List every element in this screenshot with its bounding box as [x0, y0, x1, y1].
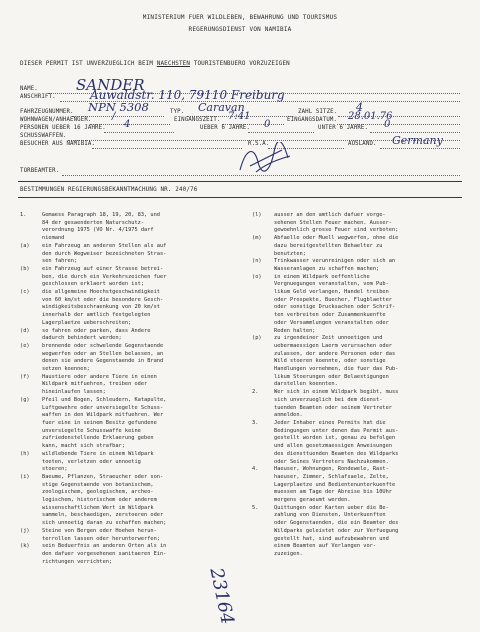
under-6-line — [370, 132, 460, 133]
rule-item — [20, 451, 230, 474]
notice-line — [20, 61, 290, 67]
rule-text: ein Fahrzeug an anderen Stellen als auf den durch Wegweiser bezeichneten Stras- sen fahren; — [42, 242, 167, 265]
rule-text: Trinkwasser verunreinigen oder sich an Wasseranlagen zu schaffen machen; — [274, 258, 396, 272]
notice-before: DIESER PERMIT IST UNVERZUEGLICH BEIM — [20, 61, 157, 67]
rule-item — [252, 212, 464, 235]
address-value: Auwaldstr. 110, 79110 Freiburg — [90, 88, 285, 102]
entry-time-label: EINGANGSZEIT. — [174, 117, 221, 123]
section-rule — [18, 197, 462, 198]
trailer-value: / — [112, 111, 116, 122]
rule-marker: 3. — [252, 419, 259, 426]
rule-item — [20, 374, 230, 397]
rule-item — [20, 289, 230, 328]
rule-text: Abfaelle oder Muell wegwerfen, ohne die dazu bereitgestellten Behaelter zu benutzten; — [274, 235, 399, 257]
type-label: TYP. — [170, 109, 185, 115]
rule-text: ein Fahrzeug auf einer Strasse betrei- ben, die durch ein Verkehrszeichen fuer geschlossen erklaert worden ist; — [42, 265, 167, 288]
gate-officer-line — [62, 175, 460, 176]
rule-item — [252, 505, 464, 559]
rule-marker: (n) — [252, 258, 262, 265]
rule-marker: 4. — [252, 466, 259, 473]
abroad-line — [380, 148, 460, 149]
rule-text: Wer sich in einem Wildpark begibt, muss sich unverzueglich bei dem dienst- tuenden Beamten oder seinem Vertreter anmelden. — [274, 389, 399, 419]
name-value: SANDER — [76, 76, 145, 94]
rule-marker: (i) — [20, 473, 30, 480]
rule-marker: (c) — [20, 289, 30, 296]
rule-text: brennende oder schwelende Gegenstaende wegwerfen oder an Stellen belassen, an denen sie andere Gegenstaende in Brand setzen koennen; — [42, 342, 164, 373]
rule-item — [252, 466, 464, 505]
rule-text: wildlebende Tiere in einem Wildpark toeten, verletzen oder unnoetig stoeren; — [42, 450, 154, 473]
under-6-value: 0 — [384, 119, 391, 130]
rule-item — [20, 474, 230, 528]
rule-item — [252, 420, 464, 466]
name-label: NAME. — [20, 86, 38, 92]
rule-marker: (a) — [20, 242, 30, 249]
rule-text: Steine von Bergen oder Hoehen herun- terrollen lassen oder herunterwerfen; — [42, 527, 160, 542]
address-label: ANSCHRIFT. — [20, 94, 56, 100]
persons-over-16-value: 4 — [124, 119, 131, 130]
rule-text: Jeder Inhaber eines Permits hat die Bedingungen unter denen das Permit aus- gestellt worden ist, genau zu befolgen und allen gesetzmaessigen Anweisungen des diensttuenden Beamten des Wildparks oder Seines Vertreters Nachzukommen. — [274, 419, 399, 465]
gate-officer-label: TORBEAMTER. — [20, 168, 60, 174]
rule-item — [20, 266, 230, 289]
entry-date-value: 28.01.76 — [348, 111, 393, 122]
rule-marker: (g) — [20, 396, 30, 403]
rule-marker: 1. — [20, 212, 27, 218]
under-6-label: UNTER 6 JAHRE. — [318, 125, 369, 131]
rule-text: Baeume, Pflanzen, Straeucher oder son- stige Gegenstaende von botanischem, zoologischem, geologischem, archeo- logischem, historischem oder anderem wissenschaftlichem Wert im Wildpark sammeln, beschaedigen, zerstoeren oder sich unnoetig daran zu schaffen machen; — [42, 473, 167, 527]
rsa-label: R.S.A. — [248, 141, 270, 147]
rule-text: Quittungen oder Karten ueber die Be- zahlung von Diensten, Unterkuenften oder Gegenstaenden, die ein Beamter des Wildparks geleistet oder zur Verfuegung gestellt hat, sind aufzubewahren und einem Beamten auf Verlangen vor- zuzeigen. — [274, 504, 399, 557]
rule-text: Haustiere oder andere Tiere in einen Wildpark mitfuehren, treiben oder hineinlaufen lassen; — [42, 373, 157, 396]
section-title: BESTIMMUNGEN REGIERUNGSBEKANNTMACHUNG NR. 240/76 — [20, 187, 198, 193]
rule-marker: (e) — [20, 342, 30, 349]
rule-text: in einem Wildpark oeffentliche Vergnuegungen veranstalten, vom Pub- likum Geld verlangen, Handel treiben oder Prospekte, Buecher, Flugblaetter oder sonstige Drucksachen oder Schrif- ten verbreiten oder Zusammenkuenfte oder Versammlungen veranstalten oder Reden halten; — [274, 273, 396, 334]
rule-item — [252, 335, 464, 389]
notice-after: TOURISTENBUERO VORZUZEIGEN — [190, 61, 290, 67]
over-6-value: 0 — [264, 119, 271, 130]
rule-marker: (d) — [20, 327, 30, 334]
rule-marker: (m) — [252, 235, 262, 242]
rule-marker: (j) — [20, 527, 30, 534]
rule-text: sein Beduerfnis an anderen Orten als in den dafuer vorgesehenen sanitaeren Ein- richtungen verrichten; — [42, 543, 167, 565]
seats-value: 4 — [356, 101, 363, 114]
rule-text: Gemaess Paragraph 18, 19, 20, 83, und 84 der gesaenderten Naturschutz- verordnung 1975 (VO Nr. 4/1975 darf niemand — [42, 212, 160, 242]
over-6-label: UEBER 6 JAHRE. — [200, 125, 251, 131]
rule-item — [252, 389, 464, 420]
abroad-label: AUSLAND. — [348, 141, 377, 147]
rule-text: zu irgendeiner Zeit unnoetigen und uebermaessigen Laerm verursachen oder zulassen, der andere Personen oder das Wild stoeren koennte, oder sonstige Handlungen vornehmen, die fuer das Pub- likum Stoerungen oder Belaestigungen darstellen koennten. — [274, 335, 399, 388]
rule-text: ausser an den amtlich dafuer vorge- sehenen Stellen Feuer machen. Ausser- gewoehnlich grosse Feuer sind verboten; — [274, 212, 399, 234]
rule-item — [20, 212, 230, 243]
trailer-label: WOHNWAGEN/ANHAENGER. — [20, 117, 92, 123]
rule-item — [252, 235, 464, 258]
rule-text: Haeuser, Wohnungen, Rondewele, Rast- haeuser, Zimmer, Schlafsaele, Zelte, Lagerplaetze und Bedientenunterkuenfte muessen am Tage der Abreise bis 10Uhr morgens geraeumt werden. — [274, 466, 396, 504]
notice-underlined: NAECHSTEN — [156, 61, 191, 67]
handwritten-number: 23164 — [205, 566, 238, 627]
rule-item — [252, 258, 464, 273]
entry-date-label: EINGANGSDATUM. — [287, 117, 338, 123]
rule-item — [252, 274, 464, 336]
persons-over-16-line — [104, 132, 174, 133]
rule-item — [20, 343, 230, 374]
visitor-namibia-label: BESUCHER AUS NAMIBIA. — [20, 141, 96, 147]
visitor-namibia-line — [92, 148, 242, 149]
regulations-right-column — [252, 212, 464, 559]
top-rule — [18, 181, 462, 182]
vehicle-number-label: FAHRZEUGNUMMER. — [20, 109, 74, 115]
rule-marker: (h) — [20, 450, 30, 457]
regulations-left-column — [20, 212, 230, 566]
rule-marker: 2. — [252, 389, 259, 396]
rule-marker: (l) — [252, 212, 262, 218]
entry-time-value: 7:41 — [228, 111, 251, 122]
seats-label: ZAHL SITZE. — [298, 109, 338, 115]
firearms-label: SCHUSSWAFFEN. — [20, 133, 67, 139]
rule-text: Pfeil und Bogen, Schleudern, Katapulte, Luftgewehre oder unversiegelte Schuss- waffen in den Wildpark mitfuehren. Wer fuer eine in seinem Besitz gefundene unversiegelte Schusswaffe keine zufriedenstellende Erklaerung geben kann, macht sich strafbar; — [42, 396, 167, 450]
signature-scribble — [236, 142, 294, 176]
rule-marker: (o) — [252, 273, 262, 280]
agency-title: REGERUNGSDIENST VON NAMIBIA — [188, 26, 292, 33]
vehicle-number-value: NPN 5308 — [88, 100, 149, 114]
rule-item — [20, 528, 230, 543]
rule-item — [20, 543, 230, 566]
abroad-value: Germany — [392, 134, 443, 147]
rule-item — [20, 328, 230, 343]
rule-text: so fahren oder parken, dass Andere dadurch behindert werden; — [42, 327, 151, 342]
rule-item — [20, 397, 230, 451]
rule-marker: 5. — [252, 504, 259, 511]
rule-item — [20, 243, 230, 266]
over-6-line — [248, 132, 314, 133]
persons-over-16-label: PERSONEN UEBER 16 JAHRE. — [20, 125, 106, 131]
rule-text: die allgemeine Hoechstgeschwindigkeit von 60 km/st oder die besondere Gesch- windigkeitsbeschraenkung von 20 km/st innerhalb der amtlich festgelegten Lagerplaetze ueberschreiten; — [42, 289, 164, 326]
rule-marker: (f) — [20, 373, 30, 380]
type-value: Caravan — [198, 101, 245, 114]
ministry-title: MINISTERIUM FUER WILDLEBEN, BEWAHRUNG UND TOURISMUS — [142, 14, 338, 21]
rule-marker: (b) — [20, 265, 30, 272]
rule-marker: (p) — [252, 335, 262, 342]
rule-marker: (k) — [20, 543, 30, 550]
